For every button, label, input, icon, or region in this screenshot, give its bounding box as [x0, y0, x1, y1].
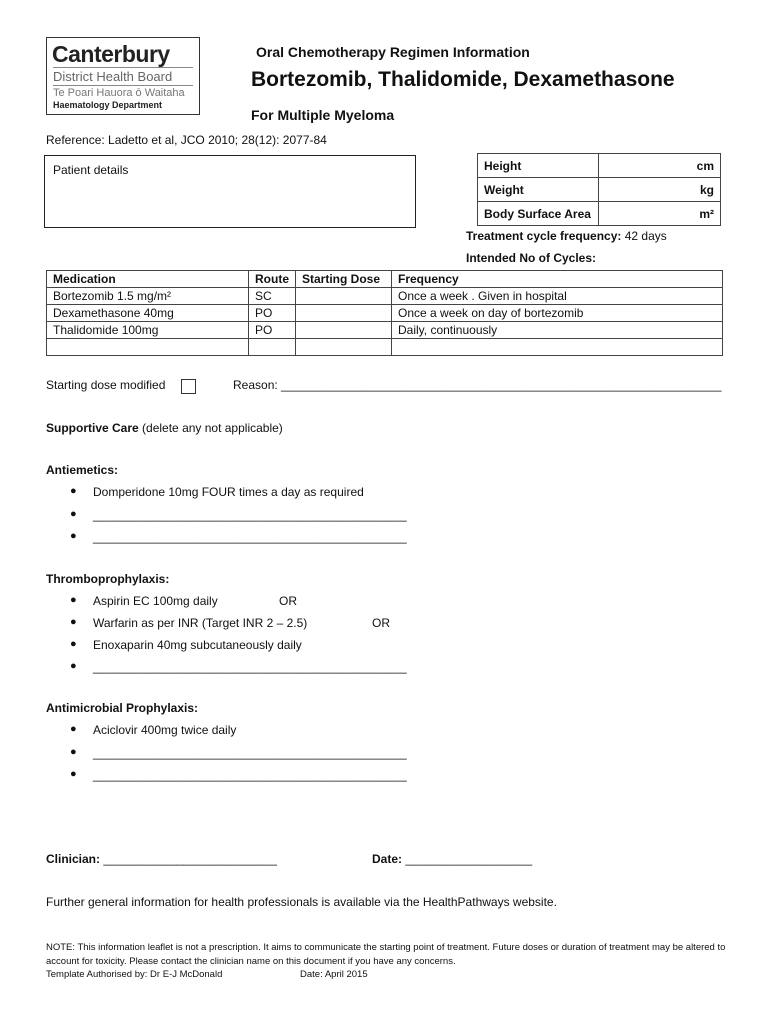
bullet-icon: ●	[70, 616, 77, 628]
starting-dose-cell[interactable]	[296, 339, 392, 356]
frequency-cell: Once a week . Given in hospital	[392, 288, 723, 305]
logo-board: District Health Board	[53, 69, 173, 84]
antimicrobial-heading: Antimicrobial Prophylaxis:	[46, 701, 199, 715]
clinician-label: Clinician:	[46, 852, 101, 866]
starting-dose-cell[interactable]	[296, 305, 392, 322]
route-cell: SC	[249, 288, 296, 305]
route-cell[interactable]	[249, 339, 296, 356]
footer-note: NOTE: This information leaflet is not a prescription. It aims to communicate the starting point of treatment. Future doses or duration of treatment may be altered to account for toxicity. Please contact the clinician name on this document if you have any concerns.	[46, 942, 726, 967]
thromboprophylaxis-heading: Thromboprophylaxis:	[46, 572, 170, 586]
supportive-care-title: Supportive Care	[46, 421, 139, 435]
document-title: Oral Chemotherapy Regimen Information	[256, 44, 530, 60]
measurement-unit[interactable]: kg	[599, 178, 721, 202]
patient-details-label: Patient details	[53, 163, 129, 177]
logo-divider	[53, 67, 193, 68]
date-line[interactable]: ___________________	[402, 852, 533, 866]
logo-divider	[53, 85, 193, 86]
list-item-text: Aciclovir 400mg twice daily	[93, 723, 237, 737]
antiemetics-heading: Antiemetics:	[46, 463, 119, 477]
template-date: Date: April 2015	[300, 969, 368, 980]
measurement-row	[478, 178, 721, 202]
blank-line[interactable]: _______________________________________________	[93, 660, 407, 674]
frequency-cell: Once a week on day of bortezomib	[392, 305, 723, 322]
bullet-icon: ●	[70, 638, 77, 650]
bullet-icon: ●	[70, 508, 77, 520]
bullet-icon: ●	[70, 594, 77, 606]
medication-cell: Bortezomib 1.5 mg/m²	[47, 288, 249, 305]
header-route: Route	[249, 271, 296, 288]
patient-details-box[interactable]	[44, 155, 416, 228]
logo-maori-name: Te Poari Hauora ō Waitaha	[53, 87, 185, 99]
dose-modified-label: Starting dose modified	[46, 378, 166, 392]
cdhb-logo	[46, 37, 200, 115]
starting-dose-cell[interactable]	[296, 322, 392, 339]
or-label: OR	[279, 594, 297, 608]
cycle-frequency-value: 42 days	[621, 229, 667, 243]
header-starting-dose: Starting Dose	[296, 271, 392, 288]
table-row	[47, 339, 723, 356]
measurement-label: Height	[478, 154, 599, 178]
clinician-signoff[interactable]	[46, 852, 277, 866]
cycle-frequency	[466, 229, 667, 243]
regimen-name: Bortezomib, Thalidomide, Dexamethasone	[251, 68, 675, 91]
logo-department: Haematology Department	[53, 100, 163, 110]
table-row	[47, 322, 723, 339]
starting-dose-cell[interactable]	[296, 288, 392, 305]
blank-line[interactable]: _______________________________________________	[93, 530, 407, 544]
frequency-cell: Daily, continuously	[392, 322, 723, 339]
list-item-text: Enoxaparin 40mg subcutaneously daily	[93, 638, 302, 652]
measurement-row	[478, 202, 721, 226]
medication-table	[46, 270, 723, 356]
header-frequency: Frequency	[392, 271, 723, 288]
route-cell: PO	[249, 322, 296, 339]
frequency-cell[interactable]	[392, 339, 723, 356]
bullet-icon: ●	[70, 768, 77, 780]
blank-line[interactable]: _______________________________________________	[93, 768, 407, 782]
header-medication: Medication	[47, 271, 249, 288]
table-row	[47, 288, 723, 305]
list-item-text: Warfarin as per INR (Target INR 2 – 2.5)	[93, 616, 308, 630]
bullet-icon: ●	[70, 530, 77, 542]
dose-modified-checkbox[interactable]	[181, 379, 196, 394]
reason-field[interactable]: Reason: __________________________________________________________________	[233, 378, 722, 392]
route-cell: PO	[249, 305, 296, 322]
medication-cell: Thalidomide 100mg	[47, 322, 249, 339]
list-item-text: Domperidone 10mg FOUR times a day as required	[93, 485, 364, 499]
table-row	[47, 305, 723, 322]
cycle-frequency-label: Treatment cycle frequency:	[466, 229, 622, 243]
supportive-care-heading	[46, 421, 283, 435]
table-header-row	[47, 271, 723, 288]
clinician-line[interactable]: __________________________	[100, 852, 277, 866]
medication-cell: Dexamethasone 40mg	[47, 305, 249, 322]
measurements-table	[477, 153, 721, 226]
supportive-care-note: (delete any not applicable)	[138, 421, 283, 435]
logo-name: Canterbury	[52, 41, 170, 67]
indication: For Multiple Myeloma	[251, 107, 395, 123]
measurement-unit[interactable]: cm	[599, 154, 721, 178]
measurement-unit[interactable]: m²	[599, 202, 721, 226]
measurement-label: Weight	[478, 178, 599, 202]
measurement-row	[478, 154, 721, 178]
bullet-icon: ●	[70, 660, 77, 672]
bullet-icon: ●	[70, 723, 77, 735]
date-signoff[interactable]	[372, 852, 532, 866]
blank-line[interactable]: _______________________________________________	[93, 508, 407, 522]
or-label: OR	[372, 616, 390, 630]
further-info: Further general information for health professionals is available via the HealthPathways website.	[46, 895, 557, 909]
blank-line[interactable]: _______________________________________________	[93, 746, 407, 760]
list-item-text: Aspirin EC 100mg daily	[93, 594, 218, 608]
medication-cell[interactable]	[47, 339, 249, 356]
date-label: Date:	[372, 852, 403, 866]
measurement-label: Body Surface Area	[478, 202, 599, 226]
reference: Reference: Ladetto et al, JCO 2010; 28(12): 2077-84	[46, 133, 327, 147]
bullet-icon: ●	[70, 746, 77, 758]
bullet-icon: ●	[70, 485, 77, 497]
template-authorised: Template Authorised by: Dr E-J McDonald	[46, 969, 223, 980]
intended-cycles-label: Intended No of Cycles:	[466, 251, 597, 265]
